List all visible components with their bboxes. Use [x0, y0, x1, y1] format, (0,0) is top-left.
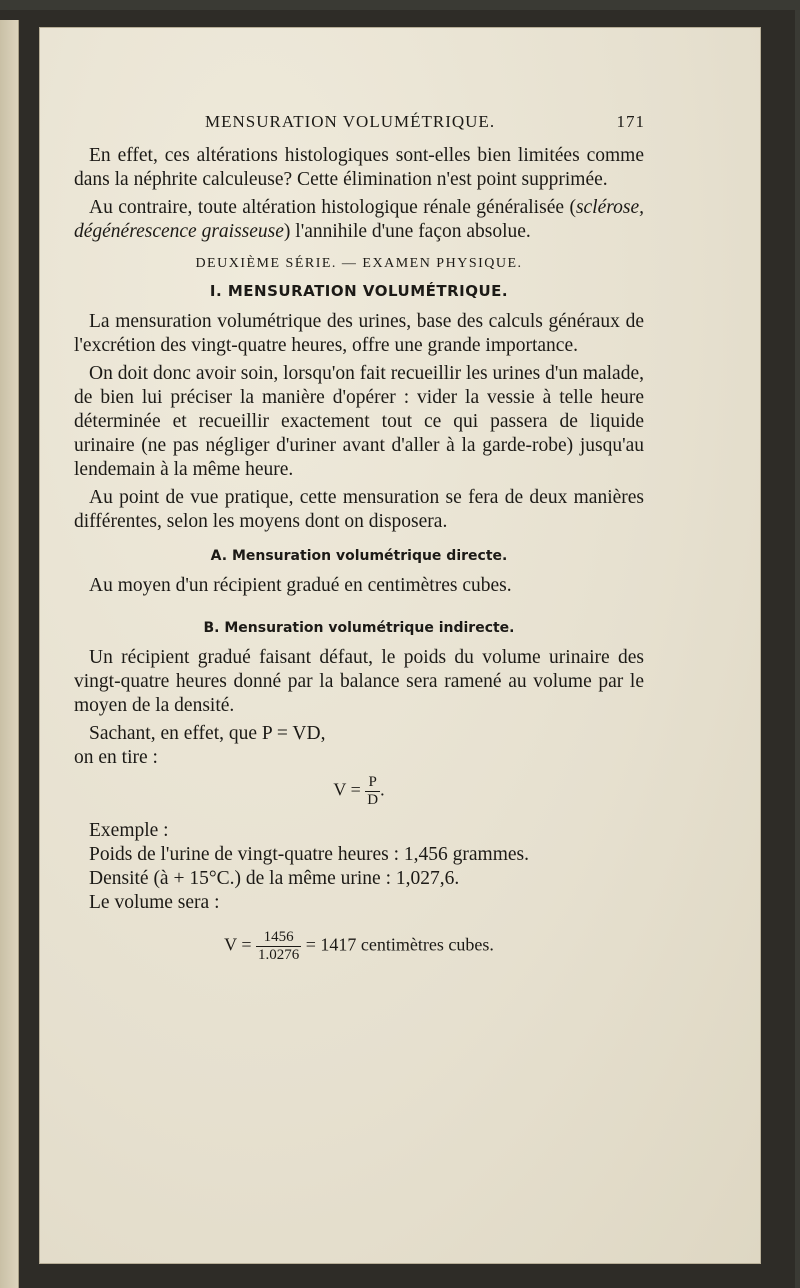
previous-page-edge	[0, 20, 19, 1288]
series-heading: DEUXIÈME SÉRIE. — EXAMEN PHYSIQUE.	[195, 256, 523, 271]
running-header-title: MENSURATION VOLUMÉTRIQUE.	[205, 112, 496, 131]
formula-2-lhs: V =	[224, 934, 252, 955]
formula-2-fraction	[256, 929, 301, 964]
example-line-3: Le volume sera :	[89, 892, 220, 913]
formula-intro-line-2: on en tire :	[74, 747, 158, 768]
formula-2-numerator: 1456	[256, 929, 301, 947]
example-line-1: Poids de l'urine de vingt-quatre heures : 1,456 grammes.	[89, 844, 529, 865]
formula-1-fraction	[365, 774, 380, 809]
formula-intro-line-1: Sachant, en effet, que P = VD,	[89, 723, 326, 744]
page-number: 171	[616, 112, 645, 131]
paragraph-6: Au moyen d'un récipient gradué en centimètres cubes.	[89, 575, 512, 596]
formula-1-numerator: P	[365, 774, 380, 792]
subheading-b: B. Mensuration volumétrique indirecte.	[203, 620, 515, 636]
formula-volume-result	[74, 929, 644, 964]
formula-2-rhs: = 1417 centimètres cubes.	[305, 934, 494, 955]
example-line-2: Densité (à + 15°C.) de la même urine : 1,027,6.	[89, 868, 460, 889]
formula-v-equals-p-over-d	[74, 774, 644, 809]
paragraph-2-start: Au contraire, toute altération histologique rénale généralisée (	[89, 197, 576, 218]
example-block	[74, 843, 644, 915]
page-body	[74, 108, 644, 974]
paragraph-1: En effet, ces altérations histologiques sont-elles bien limitées comme dans la néphrite calculeuse? Cette élimination n'est point supprimée.	[74, 145, 644, 190]
paragraph-3: La mensuration volumétrique des urines, base des calculs généraux de l'excrétion des vingt-quatre heures, offre une grande importance.	[74, 311, 644, 356]
paragraph-2-end: ) l'annihile d'une façon absolue.	[283, 221, 531, 242]
example-label: Exemple :	[89, 820, 169, 841]
formula-1-lhs: V =	[333, 779, 361, 800]
paragraph-5: Au point de vue pratique, cette mensuration se fera de deux manières différentes, selon les moyens dont on disposera.	[74, 487, 644, 532]
formula-1-denominator: D	[367, 792, 379, 808]
subheading-a: A. Mensuration volumétrique directe.	[210, 548, 508, 564]
section-title: I. MENSURATION VOLUMÉTRIQUE.	[209, 282, 509, 300]
paragraph-2-emphasis: sclérose, dégénérescence graisseuse	[74, 197, 644, 242]
paragraph-2	[74, 196, 644, 244]
paragraph-4: On doit donc avoir soin, lorsqu'on fait recueillir les urines d'un malade, de bien lui préciser la manière d'opérer : vider la vessie à telle heure déterminée et recueillir exactement tout ce qui passera de liquide urinaire (ne pas négliger d'uriner avant d'aller à la garde-robe) jusqu'au lendemain à la même heure.	[74, 363, 644, 480]
paragraph-7: Un récipient gradué faisant défaut, le poids du volume urinaire des vingt-quatre heures donné par la balance sera ramené au volume par le moyen de la densité.	[74, 647, 644, 716]
formula-1-period: .	[380, 779, 385, 800]
formula-2-denominator: 1.0276	[257, 947, 300, 963]
